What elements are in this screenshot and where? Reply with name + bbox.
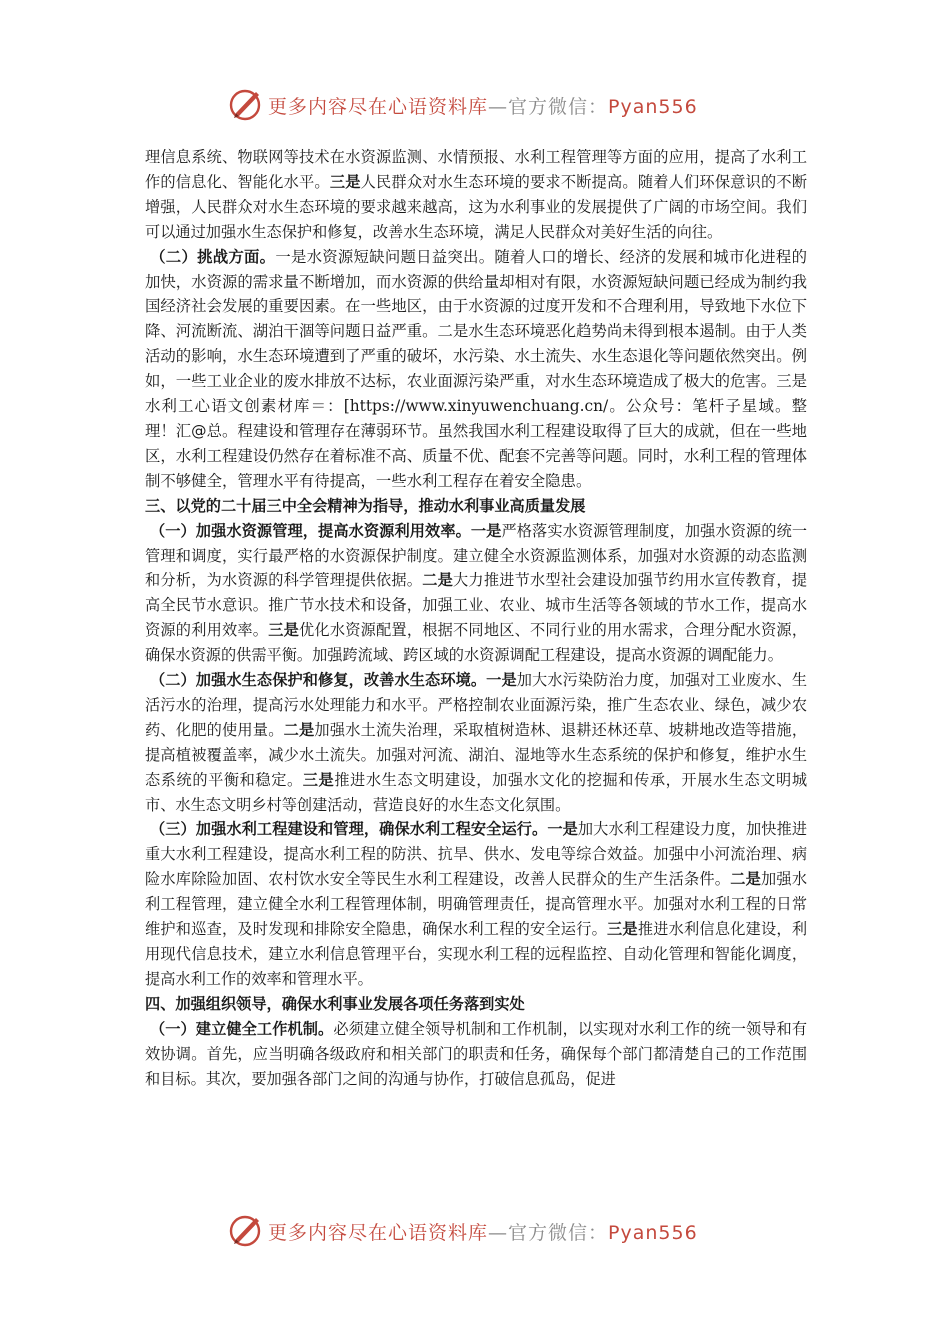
banner-wechat-label: 官方微信： (508, 1222, 609, 1244)
banner-dash: — (488, 96, 509, 118)
emphasis: 一是 (547, 820, 578, 839)
paragraph-engineering (145, 817, 807, 991)
paragraph-opportunity-tail (145, 145, 807, 245)
heading-section-4: 四、加强组织领导，确保水利事业发展各项任务落到实处 (145, 994, 525, 1013)
banner-text (268, 1218, 698, 1245)
text-run: 一是水资源短缺问题日益突出。随着人口的增长、经济的发展和城市化进程的加快，水资源的需求量不断增加，而水资源的供给量却相对有限，水资源短缺问题已经成为制约我国经济社会发展的重要因素。在一些地区，由于水资源的过度开发和不合理利用，导致地下水位下降、河流断流、湖泊干涸等问题日益严重。二是水生态环境恶化趋势尚未得到根本遏制。由于人类活动的影响，水生态环境遭到了严重的破坏，水污染、水土流失、水生态退化等问题依然突出。例如，一些工业企业的废水排放不达标，农业面源污染严重，对水生态环境造成了极大的危害。三是水利工心语文创素材库＝： (145, 247, 807, 416)
section-heading: （三）加强水利工程建设和管理，确保水利工程安全运行。 (149, 820, 548, 839)
paragraph-ecology (145, 668, 807, 817)
banner-wechat-id: Pyan556 (608, 1222, 698, 1244)
emphasis: 三是 (329, 172, 361, 191)
paragraph-mechanism (145, 1017, 807, 1092)
footer-banner (0, 1210, 950, 1250)
banner-main-text: 更多内容尽在心语资料库 (268, 96, 489, 118)
url-text: [https://www.xinyuwenchuang.cn/ (343, 397, 609, 416)
banner-wechat-label: 官方微信： (508, 96, 609, 118)
text-run: 严格落实水资源管理制度，加强水资源的统一管理和调度，实行最严格的水资源保护制度。建立健全水资源监测体系，加强对水资源的动态监测和分析，为水资源的科学管理提供依据。 (145, 521, 808, 590)
emphasis: 二是 (730, 870, 762, 889)
section-heading: （一）建立健全工作机制。 (149, 1019, 334, 1038)
emphasis: 二是 (283, 720, 315, 739)
text-run: 理信息系统、物联网等技术在水资源监测、水情预报、水利工程管理等方面的应用，提高了水利工作的信息化、智能化水平。 (145, 148, 807, 191)
text-run: 。公众号：笔杆子星域。整理！汇@总。程建设和管理存在薄弱环节。虽然我国水利工程建设取得了巨大的成就，但在一些地区，水利工程建设仍然存在着标准不高、质量不优、配套不完善等问题。同时，水利工程的管理体制不够健全，管理水平有待提高，一些水利工程存在着安全隐患。 (145, 397, 807, 490)
banner-wechat-id: Pyan556 (608, 96, 698, 118)
text-run: 加大水污染防治力度，加强对工业废水、生活污水的治理，提高污水处理能力和水平。严格控制农业面源污染，推广生态农业、绿色，减少农药、化肥的使用量。 (145, 671, 808, 739)
text-run: 人民群众对水生态环境的要求不断提高。随着人们环保意识的不断增强，人民群众对水生态环境的要求越来越高，这为水利事业的发展提供了广阔的市场空间。我们可以通过加强水生态保护和修复，改善水生态环境，满足人民群众对美好生活的向往。 (145, 172, 808, 241)
header-banner (0, 84, 950, 124)
document-body (145, 145, 807, 1091)
banner-text (268, 92, 698, 119)
emphasis: 一是 (470, 521, 502, 540)
text-run: 推进水利信息化建设，利用现代信息技术，建立水利信息管理平台，实现水利工程的远程监控、自动化管理和智能化调度，提高水利工作的效率和管理水平。 (145, 920, 808, 988)
text-run: 大力推进节水型社会建设加强节约用水宣传教育，提高全民节水意识。推广节水技术和设备，加强工业、农业、城市生活等各领域的节水工作，提高水资源的利用效率。 (145, 571, 808, 640)
pen-logo-icon (228, 86, 264, 122)
paragraph-water-resources (145, 519, 807, 668)
emphasis: 一是 (486, 671, 517, 690)
text-run: 推进水生态文明建设，加强水文化的挖掘和传承，开展水生态文明城市、水生态文明乡村等创建活动，营造良好的水生态文化氛围。 (145, 770, 808, 814)
pen-logo-icon (228, 1212, 264, 1248)
emphasis: 三是 (268, 621, 300, 640)
paragraph-challenges (145, 245, 807, 494)
banner-dash: — (488, 1222, 509, 1244)
banner-main-text: 更多内容尽在心语资料库 (268, 1222, 489, 1244)
section-heading: （一）加强水资源管理，提高水资源利用效率。 (149, 521, 471, 540)
emphasis: 三是 (607, 920, 638, 939)
heading-section-3: 三、以党的二十届三中全会精神为指导，推动水利事业高质量发展 (145, 496, 586, 515)
text-run: 加大水利工程建设力度，加快推进重大水利工程建设，提高水利工程的防洪、抗旱、供水、发电等综合效益。加强中小河流治理、病险水库除险加固、农村饮水安全等民生水利工程建设，改善人民群众的生产生活条件。 (145, 820, 808, 889)
text-run: 必须建立健全领导机制和工作机制，以实现对水利工作的统一领导和有效协调。首先，应当明确各级政府和相关部门的职责和任务，确保每个部门都清楚自己的工作范围和目标。其次，要加强各部门之间的沟通与协作，打破信息孤岛，促进 (145, 1019, 808, 1088)
emphasis: 二是 (422, 571, 454, 590)
text-run: 加强水利工程管理，建立健全水利工程管理体制，明确管理责任，提高管理水平。加强对水利工程的日常维护和巡查，及时发现和排除安全隐患，确保水利工程的安全运行。 (145, 870, 808, 939)
text-run: 优化水资源配置，根据不同地区、不同行业的用水需求，合理分配水资源，确保水资源的供需平衡。加强跨流域、跨区域的水资源调配工程建设，提高水资源的调配能力。 (145, 621, 808, 665)
section-heading: （二）加强水生态保护和修复，改善水生态环境。 (149, 671, 487, 690)
text-run: 加强水土流失治理，采取植树造林、退耕还林还草、坡耕地改造等措施，提高植被覆盖率，减少水土流失。加强对河流、湖泊、湿地等水生态系统的保护和修复，维护水生态系统的平衡和稳定。 (145, 720, 808, 789)
section-heading: （二）挑战方面。 (150, 247, 276, 266)
emphasis: 三是 (302, 770, 335, 789)
